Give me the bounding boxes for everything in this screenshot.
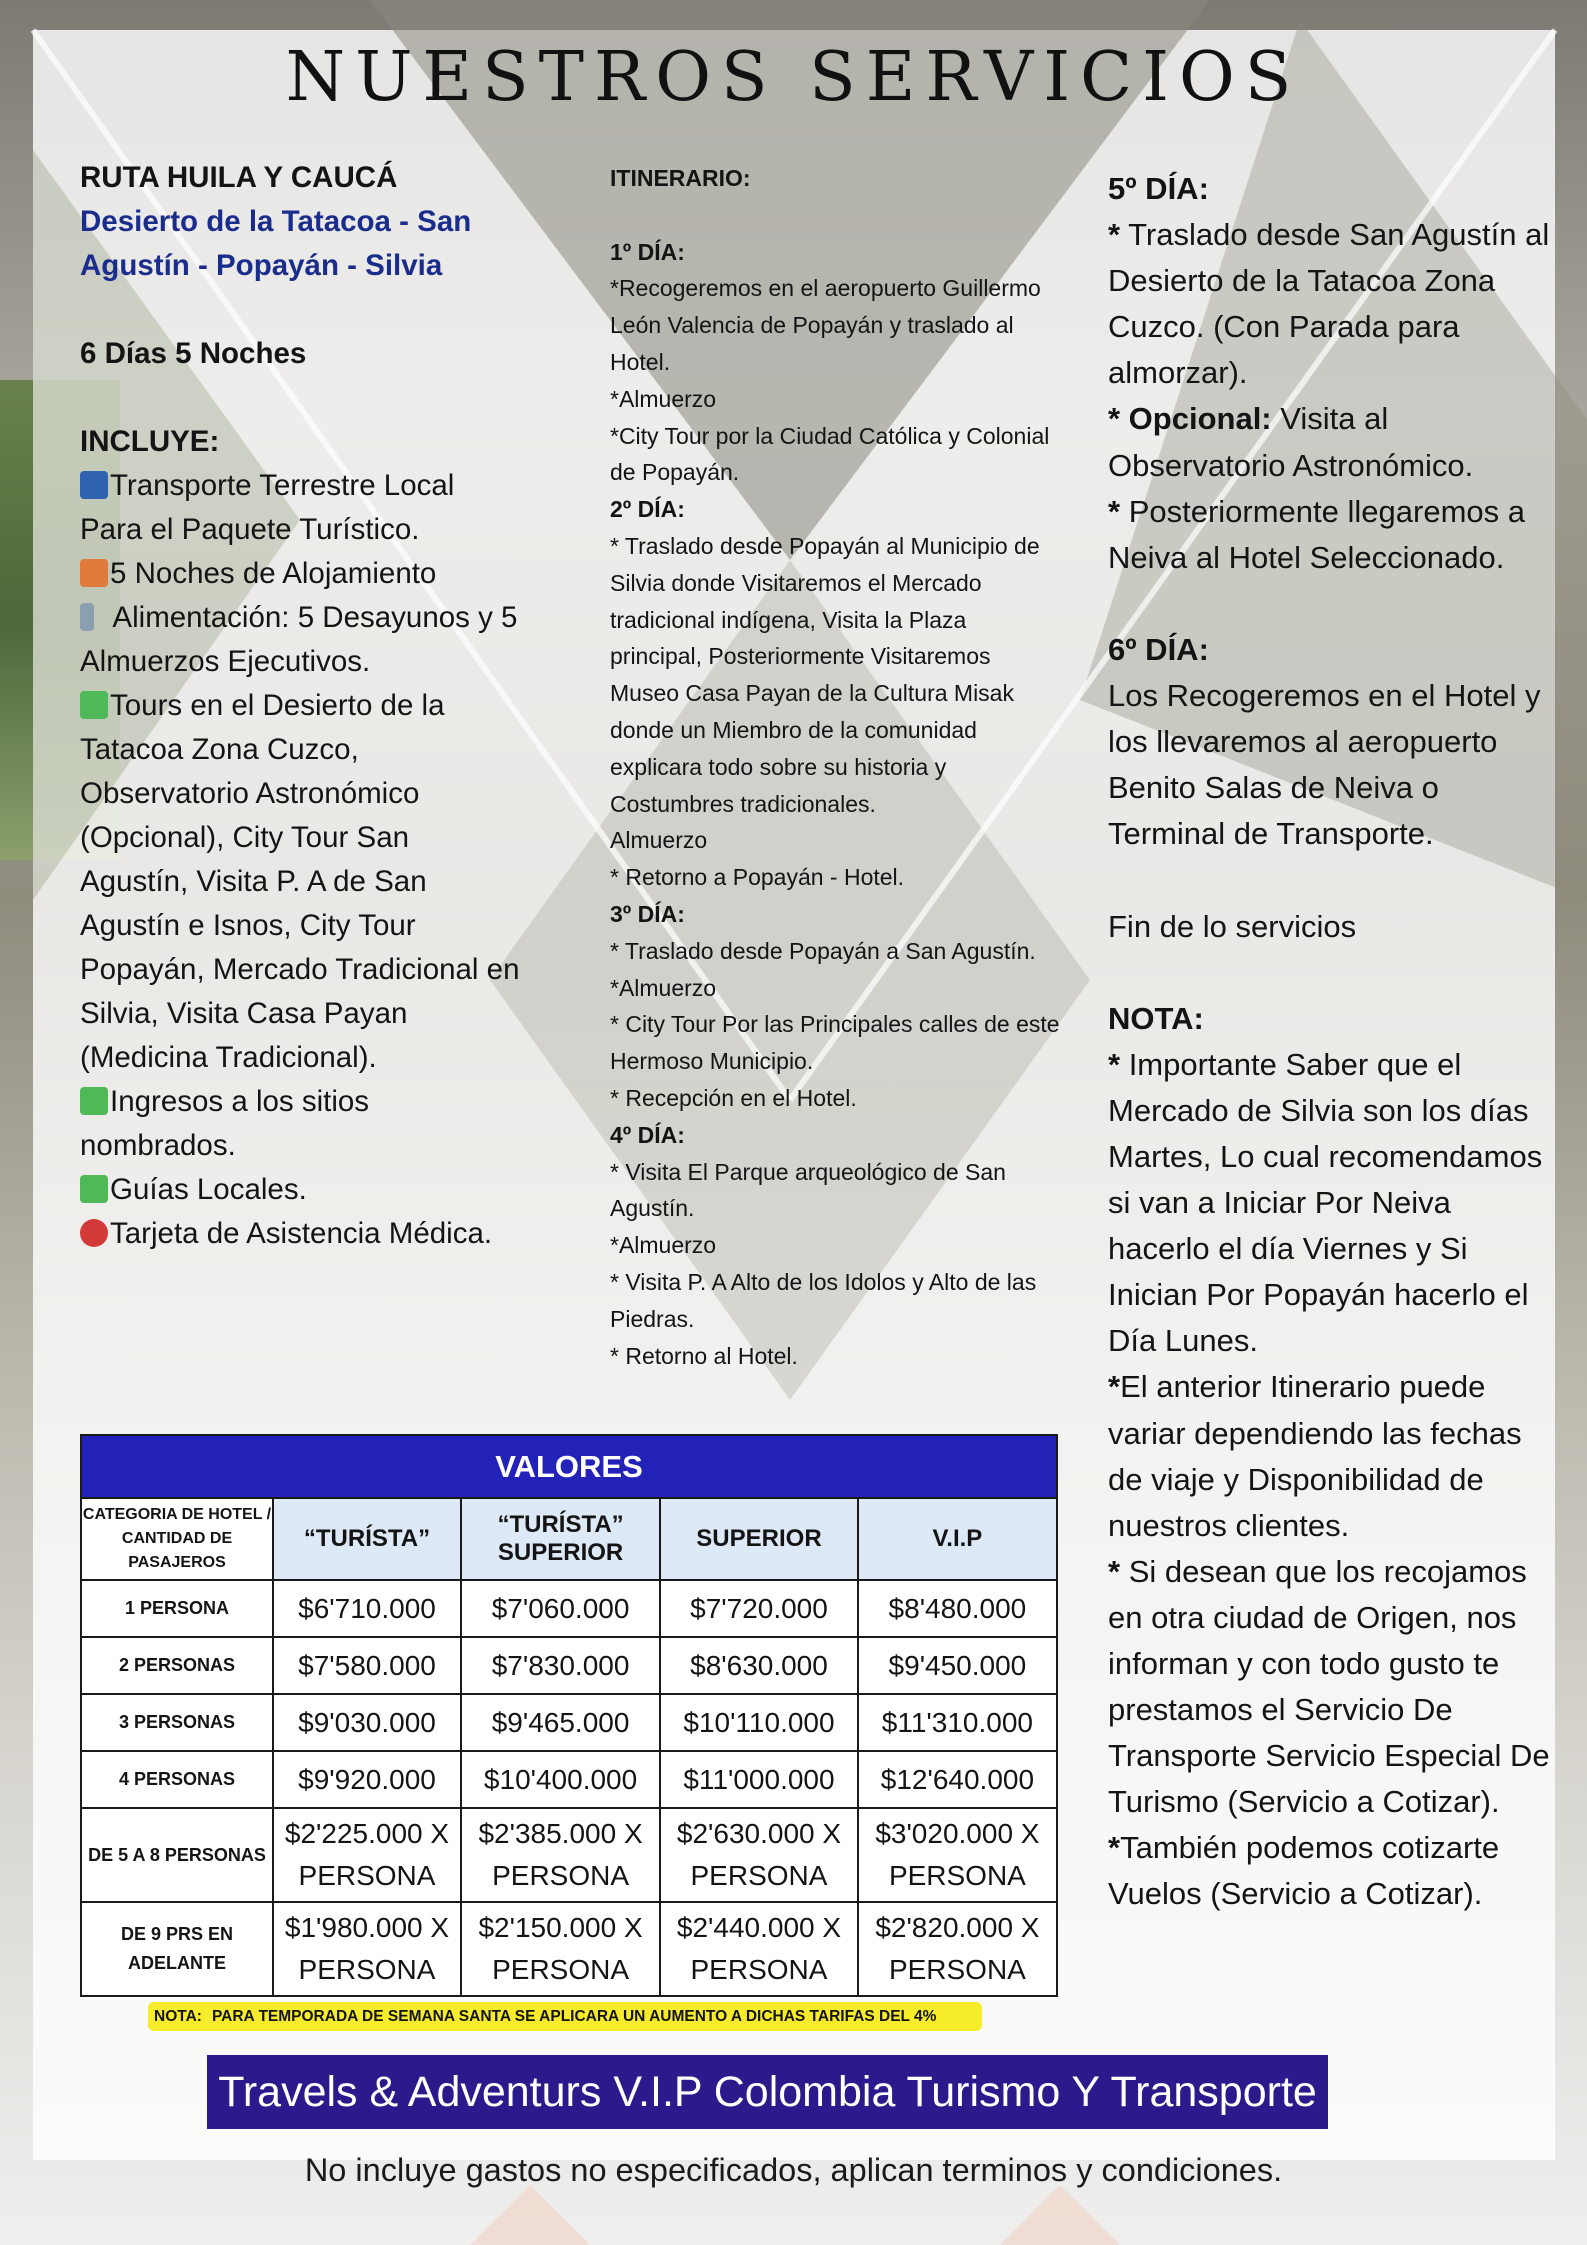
day6-heading: 6º DÍA: xyxy=(1108,631,1209,667)
note-item: *El anterior Itinerario puede variar dependiendo las fechas de viaje y Disponibilidad de nuestros clientes. xyxy=(1108,1369,1522,1543)
route-name-line2: Agustín - Popayán - Silvia xyxy=(80,249,443,282)
sparkle-icon xyxy=(80,1175,108,1203)
day6-text: Los Recogeremos en el Hotel y los llevaremos al aeropuerto Benito Salas de Neiva o Terminal de Transporte. xyxy=(1108,678,1541,852)
table-row: 2 PERSONAS $7'580.000 $7'830.000 $8'630.000 $9'450.000 xyxy=(81,1637,1057,1694)
table-row: DE 9 PRS EN ADELANTE $1'980.000 X PERSONA $2'150.000 X PERSONA $2'440.000 X PERSONA $2'820.000 X PERSONA xyxy=(81,1902,1057,1996)
route-label: RUTA HUILA Y CAUCÁ xyxy=(80,161,398,194)
footer-disclaimer: No incluye gastos no especificados, aplican terminos y condiciones. xyxy=(304,2152,1283,2188)
company-banner: Travels & Adventurs V.I.P Colombia Turismo Y Transporte xyxy=(207,2055,1328,2129)
note-item: * Importante Saber que el Mercado de Silvia son los días Martes, Lo cual recomendamos si van a Iniciar Por Neiva hacerlo el día Viernes y Si Inician Por Popayán hacerlo el Día Lunes. xyxy=(1108,1046,1543,1359)
hotel-icon xyxy=(80,559,108,587)
medical-icon xyxy=(80,1219,108,1247)
note-item: * Si desean que los recojamos en otra ciudad de Origen, nos informan y con todo gusto te prestamos el Servicio De Transporte Servicio Especial De Turismo (Servicio a Cotizar). xyxy=(1108,1553,1550,1820)
day5-heading: 5º DÍA: xyxy=(1108,171,1209,206)
day1-heading: 1º DÍA: xyxy=(610,238,685,265)
column-header: “TURÍSTA” xyxy=(273,1498,461,1580)
table-row: 1 PERSONA $6'710.000 $7'060.000 $7'720.000 $8'480.000 xyxy=(81,1580,1057,1637)
bus-icon xyxy=(80,471,108,499)
table-row: 4 PERSONAS $9'920.000 $10'400.000 $11'000.000 $12'640.000 xyxy=(81,1751,1057,1808)
itinerary-label: ITINERARIO: xyxy=(610,165,751,191)
day3-line: * Traslado desde Popayán a San Agustín. xyxy=(610,937,1036,964)
day5-optional: * Opcional: Visita al Observatorio Astronómico. xyxy=(1108,401,1474,483)
note-item: *También podemos cotizarte Vuelos (Servicio a Cotizar). xyxy=(1108,1830,1500,1912)
column-header: “TURÍSTA” SUPERIOR xyxy=(461,1498,660,1580)
route-name-line1: Desierto de la Tatacoa - San xyxy=(80,205,472,238)
include-item: Ingresos a los sitios nombrados. xyxy=(80,1085,370,1162)
day1-line: *Recogeremos en el aeropuerto Guillermo León Valencia de Popayán y traslado al Hotel. xyxy=(610,275,1041,375)
day1-line: *Almuerzo xyxy=(610,385,717,412)
day3-line: * City Tour Por las Principales calles de este Hermoso Municipio. xyxy=(610,1011,1060,1075)
day5-line: * Posteriormente llegaremos a Neiva al Hotel Seleccionado. xyxy=(1108,493,1525,575)
day2-line: * Retorno a Popayán - Hotel. xyxy=(610,864,905,891)
price-note: NOTA: PARA TEMPORADA DE SEMANA SANTA SE APLICARA UN AUMENTO A DICHAS TARIFAS DEL 4% xyxy=(148,2002,982,2031)
day2-heading: 2º DÍA: xyxy=(610,496,685,523)
include-item: Tarjeta de Asistencia Médica. xyxy=(80,1212,520,1256)
day5-line: * Traslado desde San Agustín al Desierto de la Tatacoa Zona Cuzco. (Con Parada para almorzar). xyxy=(1108,217,1550,391)
package-summary xyxy=(80,156,520,1256)
notes-label: NOTA: xyxy=(1108,1000,1204,1036)
category-header: CATEGORIA DE HOTEL / CANTIDAD DE PASAJEROS xyxy=(81,1498,273,1580)
sparkle-icon xyxy=(80,1087,108,1115)
includes-label: INCLUYE: xyxy=(80,425,220,458)
include-item: 5 Noches de Alojamiento xyxy=(80,552,520,596)
page-title: NUESTROS SERVICIOS xyxy=(285,38,1302,117)
include-item: Transporte Terrestre Local Para el Paquete Turístico. xyxy=(80,469,455,546)
day4-line: *Almuerzo xyxy=(610,1232,717,1259)
day2-line: * Traslado desde Popayán al Municipio de Silvia donde Visitaremos el Mercado tradicional indígena, Visita la Plaza principal, Posteriormente Visitaremos Museo Casa Payan de la Cultura Misak donde un Miembro de la comunidad explicara todo sobre su historia y Costumbres tradicionales. xyxy=(610,532,1040,817)
table-row: DE 5 A 8 PERSONAS $2'225.000 X PERSONA $2'385.000 X PERSONA $2'630.000 X PERSONA $3'020.000 X PERSONA xyxy=(81,1808,1057,1902)
column-header: SUPERIOR xyxy=(660,1498,858,1580)
day3-line: *Almuerzo xyxy=(610,974,717,1001)
column-header: V.I.P xyxy=(858,1498,1057,1580)
day3-line: * Recepción en el Hotel. xyxy=(610,1084,857,1111)
include-item: Alimentación: 5 Desayunos y 5 Almuerzos Ejecutivos. xyxy=(80,601,518,678)
itinerary-continued xyxy=(1108,166,1558,1918)
table-row: 3 PERSONAS $9'030.000 $9'465.000 $10'110.000 $11'310.000 xyxy=(81,1694,1057,1751)
cutlery-icon xyxy=(80,603,94,631)
duration: 6 Días 5 Noches xyxy=(80,337,307,370)
day4-line: * Retorno al Hotel. xyxy=(610,1342,798,1369)
sparkle-icon xyxy=(80,691,108,719)
include-item: Tours en el Desierto de la Tatacoa Zona Cuzco, Observatorio Astronómico (Opcional), City Tour San Agustín, Visita P. A de San Agustín e Isnos, City Tour Popayán, Mercado Tradicional en Silvia, Visita Casa Payan (Medicina Tradicional). xyxy=(80,689,520,1074)
day2-line: Almuerzo xyxy=(610,827,708,854)
day4-heading: 4º DÍA: xyxy=(610,1121,685,1148)
itinerary xyxy=(610,160,1060,1374)
price-table-title: VALORES xyxy=(81,1435,1057,1498)
day1-line: *City Tour por la Ciudad Católica y Colonial de Popayán. xyxy=(610,422,1050,486)
day4-line: * Visita P. A Alto de los Idolos y Alto de las Piedras. xyxy=(610,1268,1037,1332)
day4-line: * Visita El Parque arqueológico de San Agustín. xyxy=(610,1158,1006,1222)
end-of-services: Fin de lo servicios xyxy=(1108,908,1357,944)
price-table xyxy=(80,1434,1058,1997)
day3-heading: 3º DÍA: xyxy=(610,900,685,927)
include-item: Guías Locales. xyxy=(80,1168,520,1212)
